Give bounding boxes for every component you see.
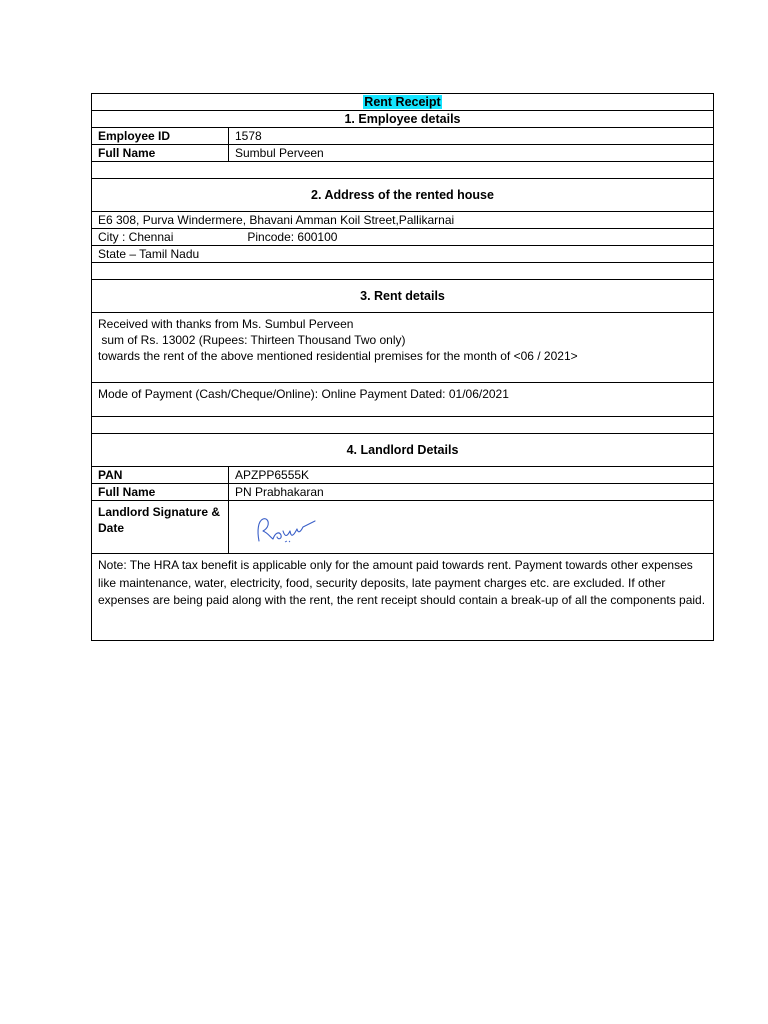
- address-line-row: [92, 212, 714, 229]
- note-text: Note: The HRA tax benefit is applicable only for the amount paid towards rent. Payment towards other expenses like maintenance, water, electricity, food, security deposits, late payment charges etc. are excluded. If other expenses are being paid along with the rent, the rent receipt should contain a break-up of all the components paid.: [92, 554, 714, 641]
- pincode-text: Pincode: 600100: [247, 230, 338, 244]
- landlord-name-value: PN Prabhakaran: [229, 484, 714, 501]
- spacer-cell: [92, 263, 714, 280]
- rent-received-line: Received with thanks from Ms. Sumbul Perveen: [98, 317, 354, 331]
- state-text: State – Tamil Nadu: [92, 246, 714, 263]
- employee-name-label: Full Name: [92, 145, 229, 162]
- landlord-name-label: Full Name: [92, 484, 229, 501]
- employee-id-row: [92, 128, 714, 145]
- landlord-heading-row: [92, 434, 714, 467]
- spacer-cell: [92, 417, 714, 434]
- address-heading-row: [92, 179, 714, 212]
- signature-label: Landlord Signature & Date: [92, 501, 229, 554]
- receipt-title-cell: [92, 94, 714, 111]
- employee-id-value: 1578: [229, 128, 714, 145]
- spacer-row: [92, 263, 714, 280]
- employee-name-row: [92, 145, 714, 162]
- spacer-cell: [92, 162, 714, 179]
- rent-text-row: [92, 313, 714, 383]
- address-line: E6 308, Purva Windermere, Bhavani Amman Koil Street,Pallikarnai: [92, 212, 714, 229]
- city-pincode-cell: [92, 229, 714, 246]
- payment-mode-text: Mode of Payment (Cash/Cheque/Online): Online Payment Dated: 01/06/2021: [92, 383, 714, 417]
- employee-name-value: Sumbul Perveen: [229, 145, 714, 162]
- address-heading: 2. Address of the rented house: [92, 179, 714, 212]
- receipt-title: Rent Receipt: [364, 95, 441, 109]
- employee-heading-row: [92, 111, 714, 128]
- title-row: [92, 94, 714, 111]
- rent-heading-row: [92, 280, 714, 313]
- rent-text-cell: [92, 313, 714, 383]
- payment-row: [92, 383, 714, 417]
- rent-receipt-table: [91, 93, 714, 641]
- landlord-details-heading: 4. Landlord Details: [92, 434, 714, 467]
- pan-row: [92, 467, 714, 484]
- city-text: City : Chennai: [98, 230, 174, 244]
- signature-row: [92, 501, 714, 554]
- pan-label: PAN: [92, 467, 229, 484]
- pan-value: APZPP6555K: [229, 467, 714, 484]
- signature-image: [251, 511, 321, 547]
- rent-month-line: towards the rent of the above mentioned residential premises for the month of <06 / 2021>: [98, 349, 578, 363]
- employee-id-label: Employee ID: [92, 128, 229, 145]
- rent-amount-line: sum of Rs. 13002 (Rupees: Thirteen Thousand Two only): [98, 333, 406, 347]
- spacer-row: [92, 417, 714, 434]
- rent-details-heading: 3. Rent details: [92, 280, 714, 313]
- note-row: [92, 554, 714, 641]
- spacer-row: [92, 162, 714, 179]
- signature-cell: [229, 501, 714, 554]
- state-row: [92, 246, 714, 263]
- employee-details-heading: 1. Employee details: [92, 111, 714, 128]
- city-row: [92, 229, 714, 246]
- landlord-name-row: [92, 484, 714, 501]
